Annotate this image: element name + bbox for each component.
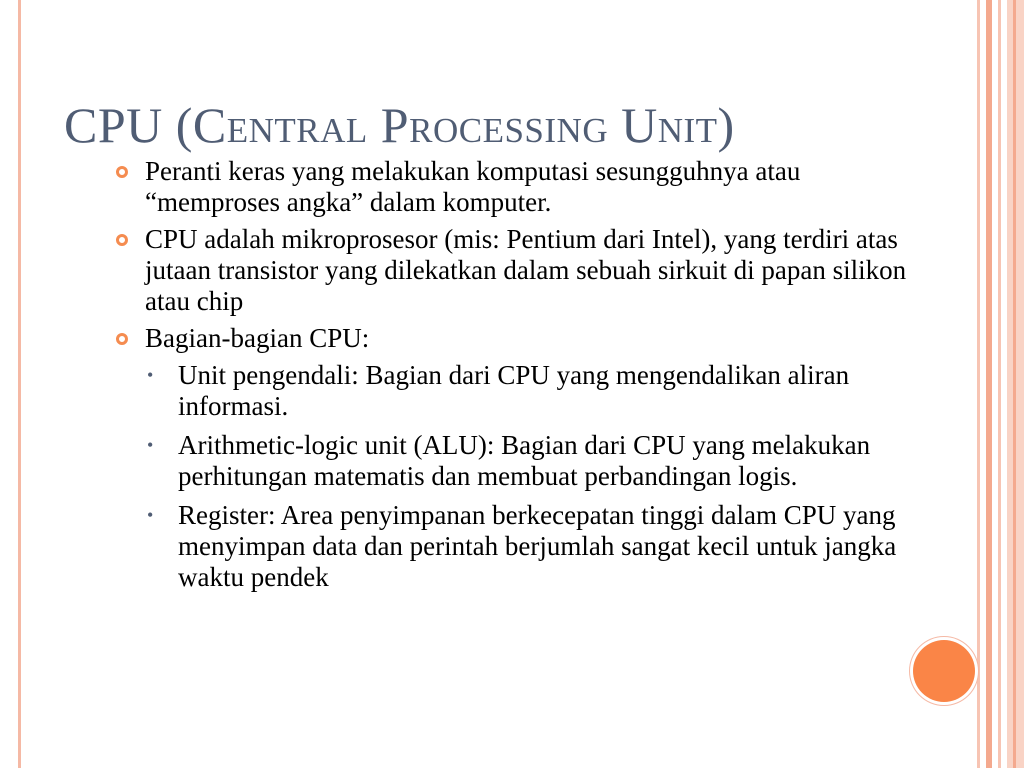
right-stripe: [1013, 0, 1016, 768]
sub-bullet-text: Unit pengendali: Bagian dari CPU yang mengendalikan aliran informasi.: [178, 360, 850, 421]
decorative-orange-circle: [913, 640, 975, 702]
ring-bullet-icon: [116, 234, 128, 246]
bullet-text: CPU adalah mikroprosesor (mis: Pentium dari Intel), yang terdiri atas jutaan transistor yang dilekatkan dalam sebuah sirkuit di papan silikon atau chip: [145, 224, 907, 316]
dot-bullet-icon: •: [147, 365, 154, 385]
bullet-item: [112, 224, 922, 317]
right-stripe: [986, 0, 992, 768]
dot-bullet-icon: •: [147, 505, 154, 525]
right-stripe: [977, 0, 980, 768]
bullet-text: Bagian-bagian CPU:: [145, 323, 370, 353]
slide-title: CPU (Central Processing Unit): [64, 97, 735, 153]
ring-bullet-icon: [116, 166, 128, 178]
sub-bullet-text: Arithmetic-logic unit (ALU): Bagian dari CPU yang melakukan perhitungan matematis dan membuat perbandingan logis.: [178, 430, 871, 491]
right-stripe: [998, 0, 1001, 768]
sub-bullet-item: [145, 500, 922, 593]
bullet-item: [112, 156, 922, 218]
sub-bullet-list: [145, 360, 922, 593]
bullet-list: [112, 156, 922, 601]
sub-bullet-item: [145, 430, 922, 492]
sub-bullet-text: Register: Area penyimpanan berkecepatan tinggi dalam CPU yang menyimpan data dan perintah berjumlah sangat kecil untuk jangka waktu pendek: [178, 500, 897, 592]
bullet-text: Peranti keras yang melakukan komputasi sesungguhnya atau “memproses angka” dalam komputer.: [145, 156, 801, 217]
left-border-line: [18, 0, 21, 768]
ring-bullet-icon: [116, 333, 128, 345]
sub-bullet-item: [145, 360, 922, 422]
bullet-item: [112, 323, 922, 593]
dot-bullet-icon: •: [147, 435, 154, 455]
